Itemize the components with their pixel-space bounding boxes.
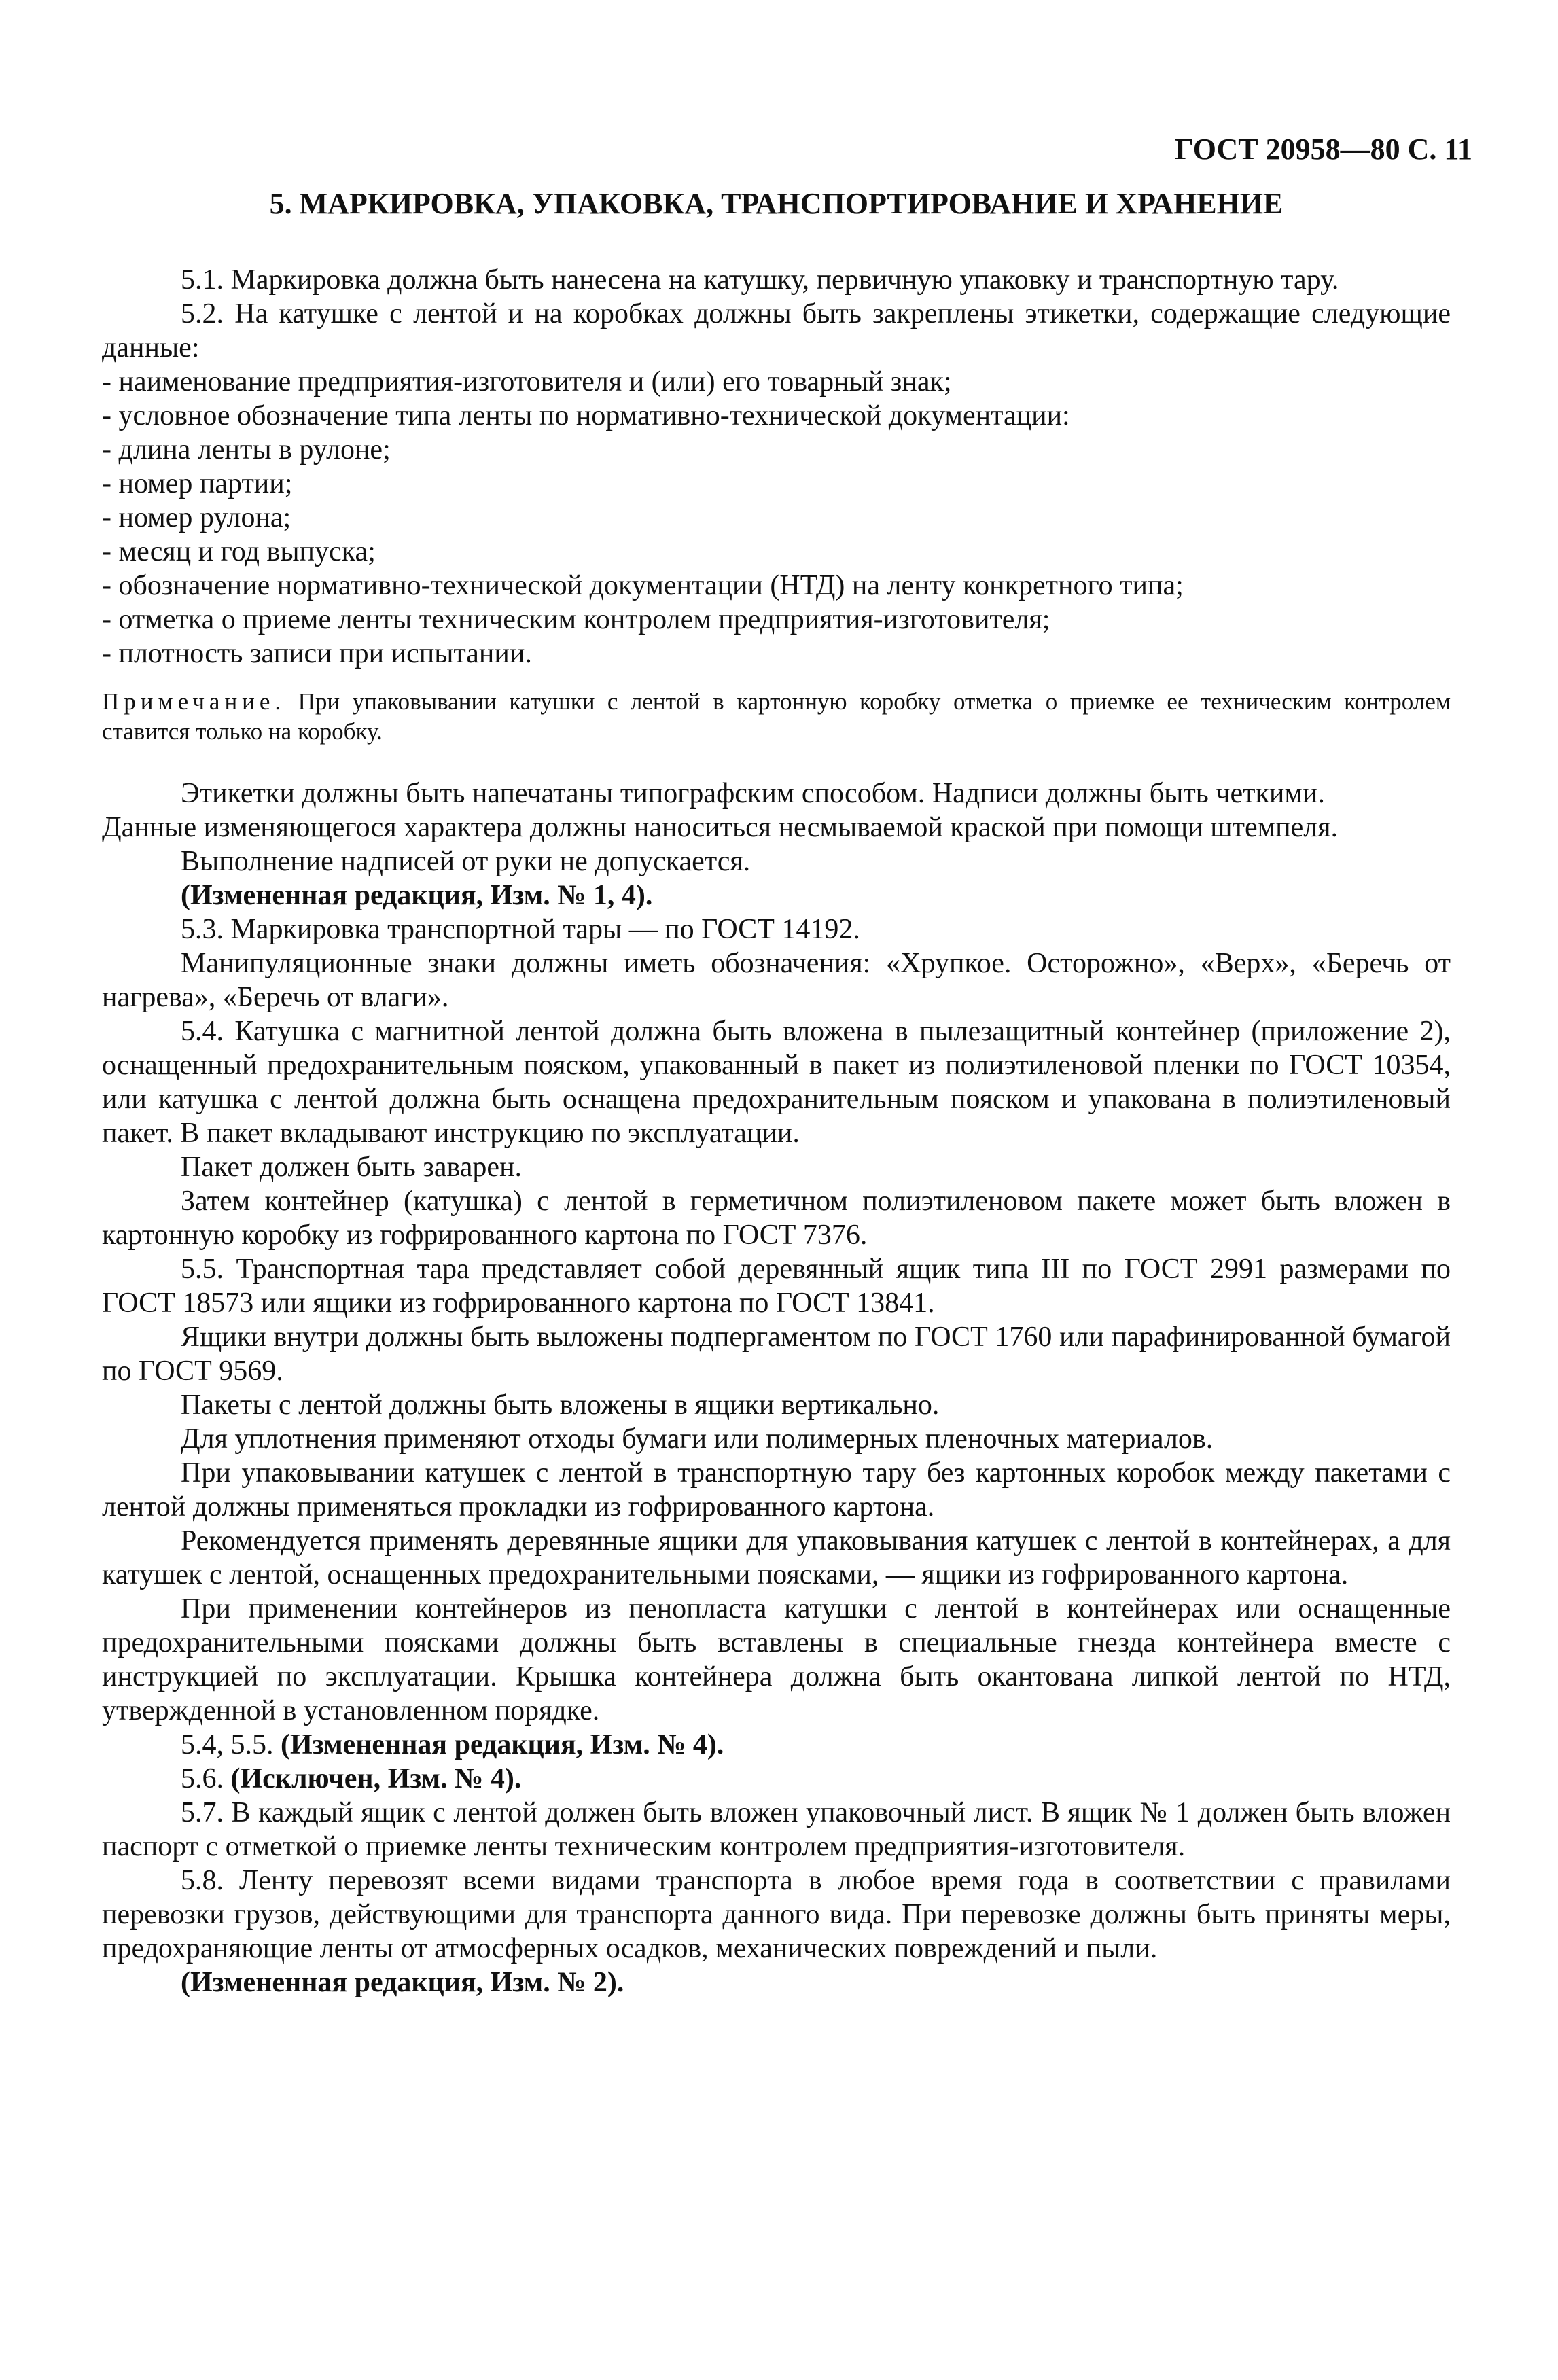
label-data-list (102, 365, 1451, 671)
clause-5-5: 5.5. Транспортная тара представляет собой деревянный ящик типа III по ГОСТ 2991 размерами по ГОСТ 18573 или ящики из гофрированного картона по ГОСТ 13841. (102, 1254, 1451, 1319)
clause-5-4: 5.4. Катушка с магнитной лентой должна быть вложена в пылезащитный контейнер (приложение 2), оснащенный предохранительным пояском, упакованный в пакет из полиэтиленовой пленки по ГОСТ 10354, или катушка с лентой должна быть оснащена предохранительным пояском и упакована в полиэтиленовый пакет. В пакет вкладывают инструкцию по эксплуатации. (102, 1016, 1451, 1149)
revision-note-2: (Измененная редакция, Изм. № 2). (181, 1967, 624, 1998)
note-text: При упаковывании катушки с лентой в картонную коробку отметка о приемке ее техническим контролем ставится только на коробку. (102, 688, 1451, 745)
list-item: - наименование предприятия-изготовителя и (или) его товарный знак; (102, 366, 952, 397)
revision-text: (Измененная редакция, Изм. № 4). (281, 1729, 724, 1760)
clause-5-5-recommend: Рекомендуется применять деревянные ящики для упаковывания катушек с лентой в контейнерах, а для катушек с лентой, оснащенных предохранительными поясками, — ящики из гофрированного картона. (102, 1525, 1451, 1591)
labels-handwriting: Выполнение надписей от руки не допускается. (181, 846, 751, 877)
page-header: ГОСТ 20958—80 С. 11 (1174, 132, 1472, 166)
clause-5-2: 5.2. На катушке с лентой и на коробках должны быть закреплены этикетки, содержащие следующие данные: (102, 298, 1451, 363)
clause-5-4-sealed: Пакет должен быть заварен. (181, 1152, 523, 1183)
clause-5-1: 5.1. Маркировка должна быть нанесена на катушку, первичную упаковку и транспортную тару. (181, 264, 1339, 296)
note-label: Примечание. (102, 688, 286, 715)
clause-5-6 (102, 1762, 1451, 1796)
clause-5-3: 5.3. Маркировка транспортной тары — по ГОСТ 14192. (181, 914, 860, 945)
clause-5-3-signs: Манипуляционные знаки должны иметь обозначения: «Хрупкое. Осторожно», «Верх», «Беречь от нагрева», «Беречь от влаги». (102, 948, 1451, 1013)
list-item: - номер партии; (102, 468, 293, 499)
clause-5-5-foam: При применении контейнеров из пенопласта катушки с лентой в контейнерах или оснащенные предохранительными поясками должны быть вставлены в специальные гнезда контейнера вместе с инструкцией по эксплуатации. Крышка контейнера должна быть окантована липкой лентой по НТД, утвержденной в установленном порядке. (102, 1593, 1451, 1726)
section-title: 5. МАРКИРОВКА, УПАКОВКА, ТРАНСПОРТИРОВАНИЕ И ХРАНЕНИЕ (269, 187, 1283, 220)
document-page (102, 132, 1472, 2000)
clause-5-8: 5.8. Ленту перевозят всеми видами транспорта в любое время года в соответствии с правилами перевозки грузов, действующими для транспорта данного вида. При перевозке должны быть приняты меры, предохраняющие ленты от атмосферных осадков, механических повреждений и пыли. (102, 1865, 1451, 1964)
note (102, 687, 1451, 747)
clause-excluded: (Исключен, Изм. № 4). (230, 1763, 522, 1794)
clause-5-4-box: Затем контейнер (катушка) с лентой в герметичном полиэтиленовом пакете может быть вложен в картонную коробку из гофрированного картона по ГОСТ 7376. (102, 1186, 1451, 1251)
list-item: - длина ленты в рулоне; (102, 434, 391, 465)
revision-prefix: 5.4, 5.5. (181, 1729, 281, 1760)
list-item: - условное обозначение типа ленты по нормативно-технической документации: (102, 400, 1070, 431)
clause-prefix: 5.6. (181, 1763, 231, 1794)
list-item: - плотность записи при испытании. (102, 638, 532, 669)
clause-5-5-lining: Ящики внутри должны быть выложены подпергаментом по ГОСТ 1760 или парафинированной бумагой по ГОСТ 9569. (102, 1321, 1451, 1387)
list-item: - обозначение нормативно-технической документации (НТД) на ленту конкретного типа; (102, 570, 1184, 601)
clause-5-5-filling: Для уплотнения применяют отходы бумаги или полимерных пленочных материалов. (181, 1423, 1214, 1455)
clause-5-5-spacers: При упаковывании катушек с лентой в транспортную тару без картонных коробок между пакетами с лентой должны применяться прокладки из гофрированного картона. (102, 1457, 1451, 1523)
list-item: - номер рулона; (102, 502, 291, 533)
labels-printing: Этикетки должны быть напечатаны типографским способом. Надписи должны быть четкими. (181, 778, 1325, 809)
labels-stamp: Данные изменяющегося характера должны наноситься несмываемой краской при помощи штемпеля. (102, 812, 1339, 843)
revision-note-1-4: (Измененная редакция, Изм. № 1, 4). (181, 880, 653, 911)
list-item: - месяц и год выпуска; (102, 536, 376, 567)
revision-note-5-4-5-5 (102, 1728, 1451, 1762)
clause-5-7: 5.7. В каждый ящик с лентой должен быть вложен упаковочный лист. В ящик № 1 должен быть вложен паспорт с отметкой о приемке ленты техническим контролем предприятия-изготовителя. (102, 1797, 1451, 1862)
clause-5-5-vertical: Пакеты с лентой должны быть вложены в ящики вертикально. (181, 1389, 940, 1421)
list-item: - отметка о приеме ленты техническим контролем предприятия-изготовителя; (102, 604, 1050, 635)
